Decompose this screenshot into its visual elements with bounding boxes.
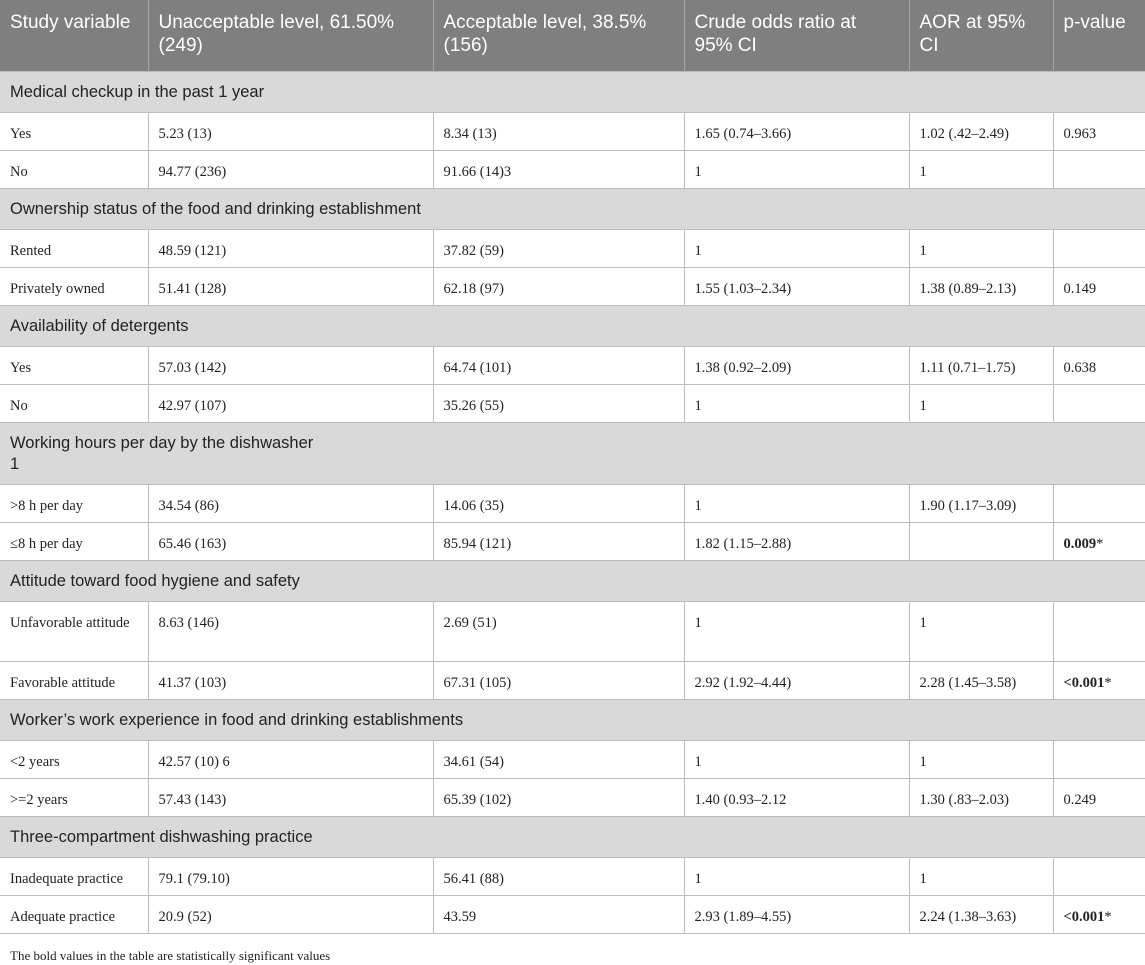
group-title: Medical checkup in the past 1 year [0,71,1145,112]
table-row [0,346,1145,384]
cell-variable: No [0,150,148,188]
significant-p-value: 0.009 [1063,535,1097,552]
cell-crude-or: 1.38 (0.92–2.09) [684,346,909,384]
cell-p-value [1053,150,1145,188]
cell-aor: 1.11 (0.71–1.75) [909,346,1053,384]
cell-variable: ≤8 h per day [0,522,148,560]
cell-variable: Yes [0,346,148,384]
cell-crude-or: 1 [684,384,909,422]
cell-acceptable: 65.39 (102) [433,778,684,816]
group-row-attitude [0,560,1145,601]
cell-p-value [1053,229,1145,267]
cell-variable: Adequate practice [0,895,148,933]
cell-crude-or: 1 [684,150,909,188]
cell-unacceptable: 79.1 (79.10) [148,857,433,895]
cell-variable: Rented [0,229,148,267]
cell-acceptable: 34.61 (54) [433,740,684,778]
significant-p-value: <0.001 [1063,908,1105,925]
significance-marker: * [1104,674,1112,691]
cell-p-value [1053,522,1145,560]
cell-aor: 1 [909,384,1053,422]
group-title-line1: Working hours per day by the dishwasher [10,433,314,452]
cell-unacceptable: 5.23 (13) [148,112,433,150]
cell-p-value [1053,895,1145,933]
cell-unacceptable: 20.9 (52) [148,895,433,933]
group-row-working-hours [0,422,1145,484]
cell-acceptable: 37.82 (59) [433,229,684,267]
cell-unacceptable: 8.63 (146) [148,601,433,661]
group-title: Attitude toward food hygiene and safety [0,560,1145,601]
header-acceptable: Acceptable level, 38.5% (156) [433,0,684,71]
cell-crude-or: 1 [684,229,909,267]
cell-aor: 1 [909,229,1053,267]
group-row-medical-checkup [0,71,1145,112]
group-row-work-experience [0,699,1145,740]
cell-unacceptable: 34.54 (86) [148,484,433,522]
cell-variable: >=2 years [0,778,148,816]
table-row [0,522,1145,560]
cell-unacceptable: 41.37 (103) [148,661,433,699]
table-footnote: The bold values in the table are statistically significant values [10,948,331,963]
cell-crude-or: 1.65 (0.74–3.66) [684,112,909,150]
cell-p-value [1053,384,1145,422]
cell-variable: Unfavorable attitude [0,601,148,661]
group-title: Worker’s work experience in food and drinking establishments [0,699,1145,740]
group-row-ownership [0,188,1145,229]
table-row [0,112,1145,150]
cell-variable: Yes [0,112,148,150]
cell-p-value [1053,661,1145,699]
cell-acceptable: 67.31 (105) [433,661,684,699]
group-title: Three-compartment dishwashing practice [0,816,1145,857]
table-row [0,778,1145,816]
cell-crude-or: 1 [684,857,909,895]
cell-acceptable: 56.41 (88) [433,857,684,895]
cell-aor: 1.90 (1.17–3.09) [909,484,1053,522]
cell-variable: Privately owned [0,267,148,305]
table-row [0,384,1145,422]
cell-crude-or: 1 [684,601,909,661]
cell-aor: 1 [909,150,1053,188]
cell-p-value [1053,740,1145,778]
cell-aor: 1.30 (.83–2.03) [909,778,1053,816]
cell-unacceptable: 65.46 (163) [148,522,433,560]
significance-marker: * [1104,908,1112,925]
table-row [0,267,1145,305]
header-study-variable: Study variable [0,0,148,71]
group-row-detergents [0,305,1145,346]
cell-variable: Inadequate practice [0,857,148,895]
cell-unacceptable: 57.03 (142) [148,346,433,384]
group-title: Availability of detergents [0,305,1145,346]
cell-variable: No [0,384,148,422]
cell-aor: 2.28 (1.45–3.58) [909,661,1053,699]
table-row [0,150,1145,188]
header-row [0,0,1145,71]
significant-p-value: <0.001 [1063,674,1105,691]
cell-p-value [1053,601,1145,661]
cell-p-value: 0.963 [1053,112,1145,150]
cell-crude-or: 1.82 (1.15–2.88) [684,522,909,560]
group-title-line2: 1 [10,454,20,473]
cell-aor: 1.02 (.42–2.49) [909,112,1053,150]
cell-acceptable: 35.26 (55) [433,384,684,422]
cell-acceptable: 43.59 [433,895,684,933]
cell-acceptable: 8.34 (13) [433,112,684,150]
cell-crude-or: 1 [684,740,909,778]
cell-p-value: 0.249 [1053,778,1145,816]
cell-unacceptable: 94.77 (236) [148,150,433,188]
cell-p-value: 0.149 [1053,267,1145,305]
table-row [0,895,1145,933]
cell-acceptable: 85.94 (121) [433,522,684,560]
cell-unacceptable: 51.41 (128) [148,267,433,305]
header-crude-or: Crude odds ratio at 95% CI [684,0,909,71]
header-unacceptable: Unacceptable level, 61.50% (249) [148,0,433,71]
group-row-dishwashing-practice [0,816,1145,857]
cell-crude-or: 2.92 (1.92–4.44) [684,661,909,699]
cell-unacceptable: 48.59 (121) [148,229,433,267]
cell-acceptable: 64.74 (101) [433,346,684,384]
cell-acceptable: 91.66 (14)3 [433,150,684,188]
cell-variable: Favorable attitude [0,661,148,699]
cell-aor: 2.24 (1.38–3.63) [909,895,1053,933]
cell-p-value [1053,484,1145,522]
header-p-value: p-value [1053,0,1145,71]
cell-crude-or: 1 [684,484,909,522]
cell-aor [909,522,1053,560]
cell-acceptable: 62.18 (97) [433,267,684,305]
header-aor: AOR at 95% CI [909,0,1053,71]
table-row [0,857,1145,895]
cell-aor: 1 [909,601,1053,661]
cell-acceptable: 14.06 (35) [433,484,684,522]
group-title [0,422,1145,484]
table-row [0,601,1145,661]
cell-p-value [1053,857,1145,895]
table-row [0,484,1145,522]
cell-aor: 1 [909,857,1053,895]
significance-marker: * [1096,535,1104,552]
cell-crude-or: 2.93 (1.89–4.55) [684,895,909,933]
cell-crude-or: 1.40 (0.93–2.12 [684,778,909,816]
table-row [0,229,1145,267]
table-row [0,661,1145,699]
cell-acceptable: 2.69 (51) [433,601,684,661]
group-title: Ownership status of the food and drinking establishment [0,188,1145,229]
cell-crude-or: 1.55 (1.03–2.34) [684,267,909,305]
cell-p-value: 0.638 [1053,346,1145,384]
cell-variable: >8 h per day [0,484,148,522]
cell-variable: <2 years [0,740,148,778]
table-row [0,740,1145,778]
cell-unacceptable: 42.97 (107) [148,384,433,422]
cell-unacceptable: 42.57 (10) 6 [148,740,433,778]
cell-unacceptable: 57.43 (143) [148,778,433,816]
cell-aor: 1.38 (0.89–2.13) [909,267,1053,305]
cell-aor: 1 [909,740,1053,778]
